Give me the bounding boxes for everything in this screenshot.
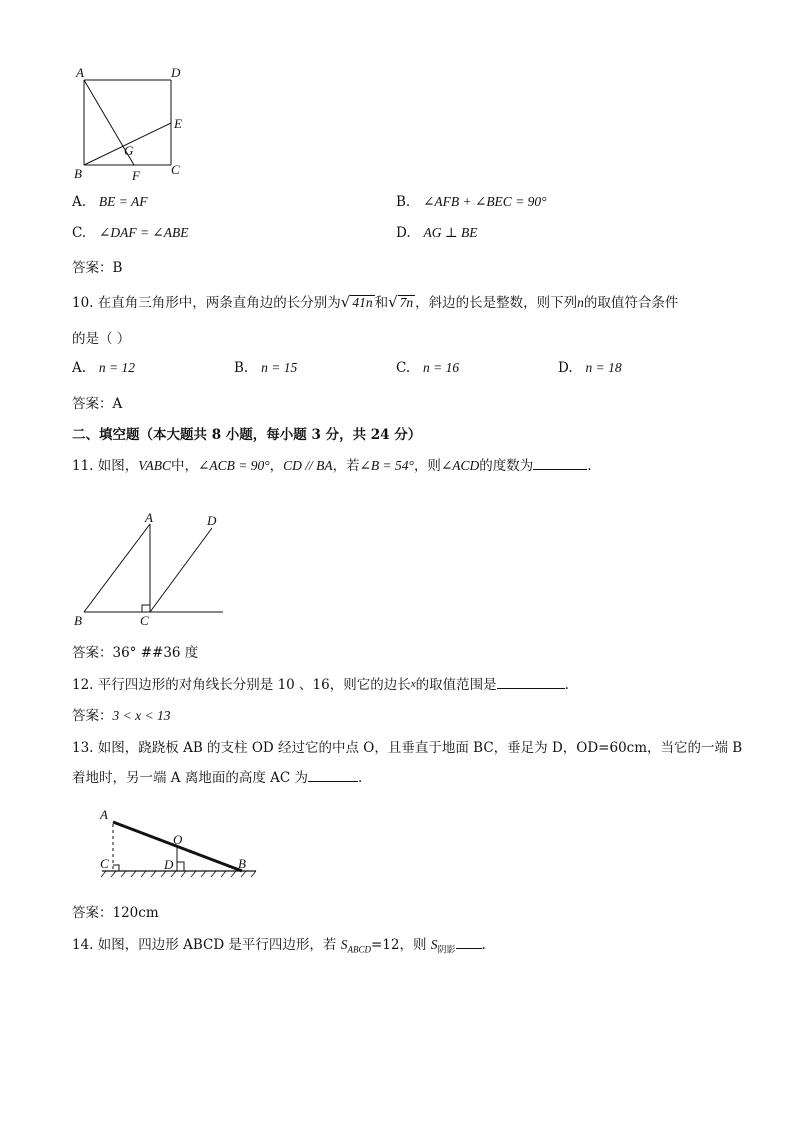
label-b: B	[74, 613, 82, 628]
q11-math: ∠ACB = 90°	[198, 458, 270, 473]
label-c: C	[100, 856, 109, 871]
question-number: 12.	[72, 677, 94, 693]
radicand-2: 7n	[399, 295, 414, 310]
q10-and: 和	[374, 295, 389, 311]
option-letter: A.	[72, 194, 87, 210]
right-angle-mark-c	[113, 865, 119, 871]
q13-answer: 答案：120cm	[72, 905, 159, 921]
option-expr: AG ⊥ BE	[423, 225, 478, 240]
answer-blank	[497, 676, 565, 689]
q12-text: 的取值范围是	[415, 677, 497, 693]
label-b: B	[238, 856, 246, 871]
radicand-1: 41n	[352, 295, 373, 310]
option-expr: n = 18	[585, 360, 622, 375]
label-c: C	[140, 613, 149, 628]
option-letter: B.	[396, 194, 411, 210]
figure-q9-square	[70, 62, 190, 184]
option-expr: n = 12	[98, 360, 136, 375]
area-subscript-shaded: 阴影	[437, 945, 456, 956]
answer-expr: 3 < x < 13	[112, 708, 171, 723]
q9-option-b	[396, 194, 547, 210]
label-c: C	[171, 162, 180, 177]
q11-stem	[72, 454, 592, 474]
q10-option-a	[72, 360, 135, 376]
q12-stem	[72, 673, 569, 693]
question-number: 11.	[72, 458, 94, 474]
answer-blank	[308, 769, 358, 782]
option-expr: n = 16	[423, 360, 460, 375]
q11-text: 中，	[171, 458, 199, 474]
q11-math: ∠ACD	[440, 458, 480, 473]
variable-x: x	[410, 678, 416, 690]
line-ba	[84, 524, 150, 612]
q11-math: CD // BA	[283, 458, 333, 473]
figure-q11-triangle	[70, 510, 230, 632]
q10-stem-line2: 的是（ ）	[72, 331, 131, 347]
answer-prefix: 答案：	[72, 708, 113, 724]
label-d: D	[164, 857, 174, 872]
right-angle-mark	[142, 605, 150, 612]
q10-answer: 答案：A	[72, 396, 123, 412]
question-number: 13.	[72, 740, 94, 756]
line-cd	[150, 528, 212, 612]
ground-hatching	[101, 871, 256, 877]
label-a: A	[145, 510, 153, 525]
q13-text: 如图，跷跷板 AB 的支柱 OD 经过它的中点 O，且垂直于地面 BC，垂足为 D，OD=60cm，当它的一端 B	[97, 740, 743, 756]
label-d: D	[207, 513, 217, 528]
q13-stem-line2	[72, 766, 362, 786]
q13-stem-line1	[72, 736, 742, 756]
q14-stem	[72, 933, 486, 956]
q11-math: ∠B = 54°	[359, 458, 414, 473]
q10-text: ，斜边的长是整数，则下列	[415, 295, 578, 311]
q10-text: 的取值符合条件	[583, 295, 679, 311]
q14-text: .	[481, 937, 486, 953]
label-g: G	[124, 143, 134, 158]
q14-text: 如图，四边形 ABCD 是平行四边形，若	[97, 937, 341, 953]
q12-text: .	[564, 677, 569, 693]
variable-n: n	[577, 295, 584, 310]
q13-text: 着地时，另一端 A 离地面的高度 AC 为	[72, 770, 308, 786]
q11-text: ，若	[332, 458, 360, 474]
option-letter: D.	[558, 360, 573, 376]
q11-text: 的度数为	[479, 458, 534, 474]
option-letter: D.	[396, 225, 411, 241]
q11-text: .	[587, 458, 592, 474]
label-f: F	[132, 168, 140, 183]
q10-option-b	[234, 360, 297, 376]
area-symbol: S	[430, 937, 438, 952]
q12-text: 平行四边形的对角线长分别是 10 、16，则它的边长	[97, 677, 411, 693]
option-letter: C.	[72, 225, 87, 241]
q10-option-c	[396, 360, 459, 376]
option-expr: ∠AFB + ∠BEC = 90°	[423, 194, 547, 209]
q12-answer	[72, 704, 170, 724]
option-letter: A.	[72, 360, 87, 376]
q11-text: ，则	[413, 458, 441, 474]
option-expr: BE = AF	[98, 194, 148, 209]
option-letter: B.	[234, 360, 249, 376]
q9-option-d	[396, 225, 477, 241]
figure-q13-seesaw	[96, 804, 266, 884]
q13-text: .	[358, 770, 363, 786]
q10-text: 在直角三角形中，两条直角边的长分别为	[97, 295, 341, 311]
label-o: O	[173, 832, 183, 847]
q10-stem-line1: 10. 在直角三角形中，两条直角边的长分别为√ 41n 和√ 7n ，斜边的长是整数，则下列n的取值符合条件	[72, 293, 679, 311]
label-a: A	[100, 807, 108, 822]
q9-answer: 答案：B	[72, 260, 123, 276]
q11-answer: 答案：36° ##36 度	[72, 645, 199, 661]
section-heading: 二、填空题（本大题共 8 小题，每小题 3 分，共 24 分）	[72, 427, 422, 443]
answer-blank	[533, 457, 587, 470]
q11-text: 如图，	[97, 458, 139, 474]
question-number: 14.	[72, 937, 94, 953]
option-letter: C.	[396, 360, 411, 376]
q11-math: VABC	[138, 458, 172, 473]
label-b: B	[74, 166, 82, 181]
option-expr: ∠DAF = ∠ABE	[99, 225, 189, 240]
q10-option-d	[558, 360, 622, 376]
question-number: 10.	[72, 295, 94, 311]
label-a: A	[76, 65, 84, 80]
area-symbol: S	[340, 937, 348, 952]
label-d: D	[171, 65, 181, 80]
label-e: E	[174, 116, 182, 131]
q9-option-c	[72, 225, 188, 241]
area-subscript: ABCD	[347, 944, 371, 955]
q9-option-a	[72, 194, 148, 210]
answer-blank	[456, 936, 482, 949]
q11-text: ，	[269, 458, 284, 474]
option-expr: n = 15	[261, 360, 298, 375]
right-angle-mark-d	[177, 862, 184, 871]
q14-text: =12，则	[370, 937, 431, 953]
